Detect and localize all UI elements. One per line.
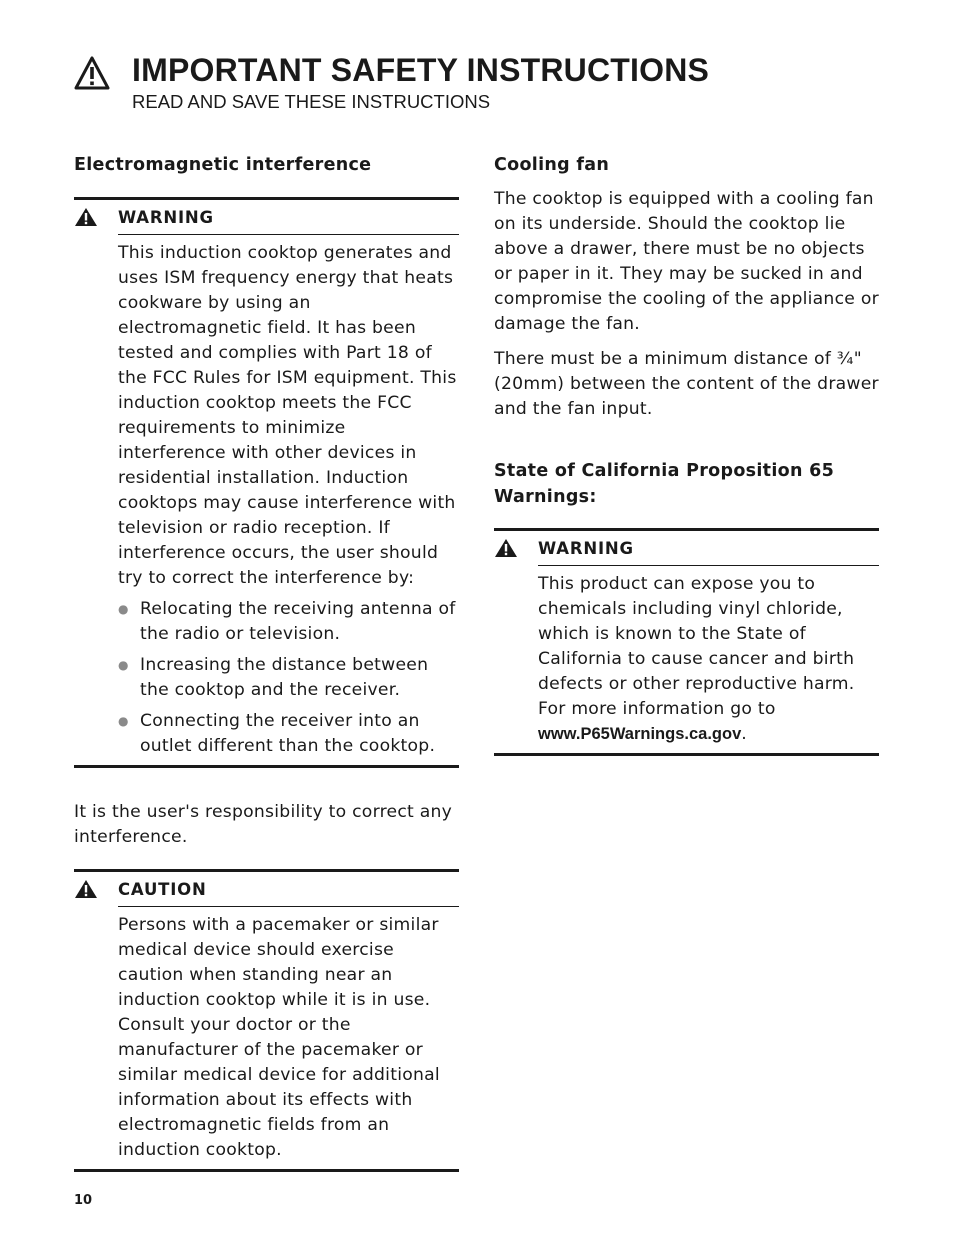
page-number: 10 xyxy=(74,1193,93,1208)
warning-icon xyxy=(74,200,118,234)
warning-icon xyxy=(494,531,538,565)
cooling-heading: Cooling fan xyxy=(494,155,610,175)
caution-box xyxy=(74,869,459,1172)
page-title: IMPORTANT SAFETY INSTRUCTIONS xyxy=(132,52,710,88)
prop65-heading: State of California Proposition 65 Warnings: xyxy=(494,461,835,507)
right-column xyxy=(494,150,879,756)
prop65-warning-box xyxy=(494,528,879,756)
warning-triangle-icon xyxy=(74,56,110,90)
list-item: ● Relocating the receiving antenna of the radio or television. xyxy=(118,599,456,644)
caution-text: Persons with a pacemaker or similar medical device should exercise caution when standing near an induction cooktop while it is in use. Consult your doctor or the manufacturer of the pacemaker or similar medical device for additional information about its effects with electromagnetic fields from an induction cooktop. xyxy=(118,915,440,1160)
page-subtitle: READ AND SAVE THESE INSTRUCTIONS xyxy=(132,91,491,112)
emi-warning-box xyxy=(74,197,459,768)
left-column xyxy=(74,150,459,1172)
caution-icon xyxy=(74,872,118,906)
caution-label: CAUTION xyxy=(118,879,207,899)
p65-warnings-link[interactable]: www.P65Warnings.ca.gov xyxy=(538,725,742,743)
cooling-paragraph-2: There must be a minimum distance of ¾" (20mm) between the content of the drawer and the fan input. xyxy=(494,349,879,419)
emi-remedy-list xyxy=(118,597,459,759)
cooling-paragraph-1: The cooktop is equipped with a cooling fan on its underside. Should the cooktop lie above a drawer, there must be no objects or paper in it. They may be sucked in and compromise the cooling of the appliance or damage the fan. xyxy=(494,189,879,334)
emi-heading: Electromagnetic interference xyxy=(74,155,372,175)
responsibility-text: It is the user's responsibility to correct any interference. xyxy=(74,802,453,847)
list-item: ● Increasing the distance between the cooktop and the receiver. xyxy=(118,655,429,700)
list-item: ● Connecting the receiver into an outlet different than the cooktop. xyxy=(118,711,436,756)
emi-warning-text: This induction cooktop generates and uses ISM frequency energy that heats cookware by using an electromagnetic field. It has been tested and complies with Part 18 of the FCC Rules for ISM equipment. This induction cooktop meets the FCC requirements to minimize interference with other devices in residential installation. Induction cooktops may cause interference with television or radio reception. If interference occurs, the user should try to correct the interference by: xyxy=(118,243,457,588)
prop65-warning-text: This product can expose you to chemicals including vinyl chloride, which is known to the State of California to cause cancer and birth defects or other reproductive harm. For more information go to www.P65Warnings.ca.gov. xyxy=(538,574,855,744)
warning-label: WARNING xyxy=(538,538,634,558)
warning-label: WARNING xyxy=(118,207,214,227)
